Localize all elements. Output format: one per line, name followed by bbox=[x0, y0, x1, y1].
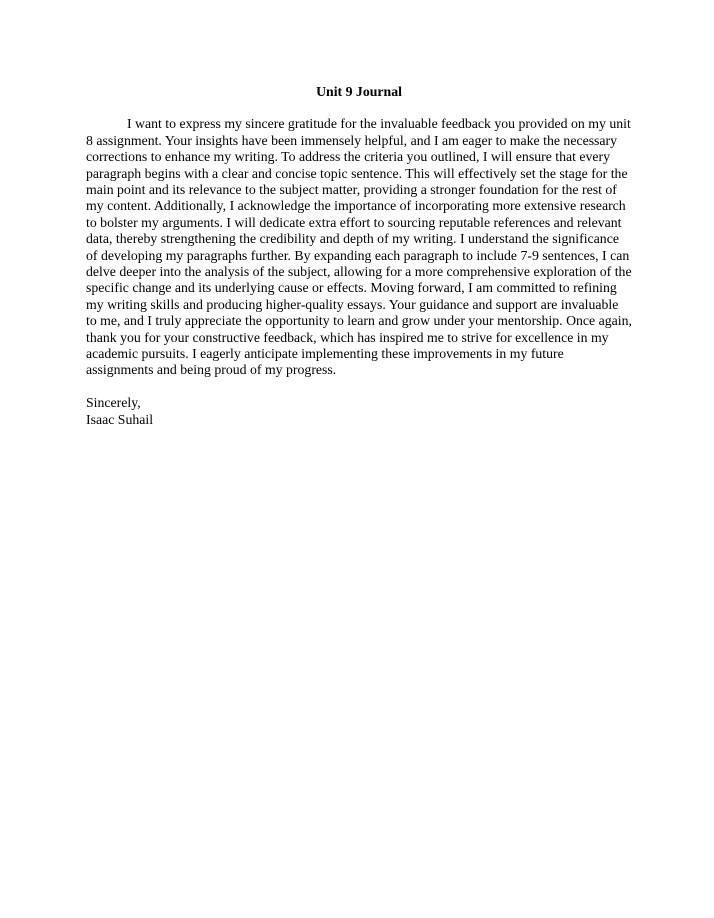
document-title: Unit 9 Journal bbox=[316, 84, 402, 99]
body-paragraph: I want to express my sincere gratitude for the invaluable feedback you provided on my unit 8 assignment. Your insights have been immensely helpful, and I am eager to make the necessary corrections to enhance my writing. To address the criteria you outlined, I will ensure that every paragraph begins with a clear and concise topic sentence. This will effectively set the stage for the main point and its relevance to the subject matter, providing a stronger foundation for the rest of my content. Additionally, I acknowledge the importance of incorporating more extensive research to bolster my arguments. I will dedicate extra effort to sourcing reputable references and relevant data, thereby strengthening the credibility and depth of my writing. I understand the significance of developing my paragraphs further. By expanding each paragraph to include 7-9 sentences, I can delve deeper into the analysis of the subject, allowing for a more comprehensive exploration of the specific change and its underlying cause or effects. Moving forward, I am committed to refining my writing skills and producing higher-quality essays. Your guidance and support are invaluable to me, and I truly appreciate the opportunity to learn and grow under your mentorship. Once again, thank you for your constructive feedback, which has inspired me to strive for excellence in my academic pursuits. I eagerly anticipate implementing these improvements in my future assignments and being proud of my progress. bbox=[86, 116, 632, 378]
document-content bbox=[86, 84, 632, 428]
closing-salutation: Sincerely, bbox=[86, 395, 141, 411]
closing-block bbox=[86, 395, 632, 428]
signature-name: Isaac Suhail bbox=[86, 411, 154, 427]
